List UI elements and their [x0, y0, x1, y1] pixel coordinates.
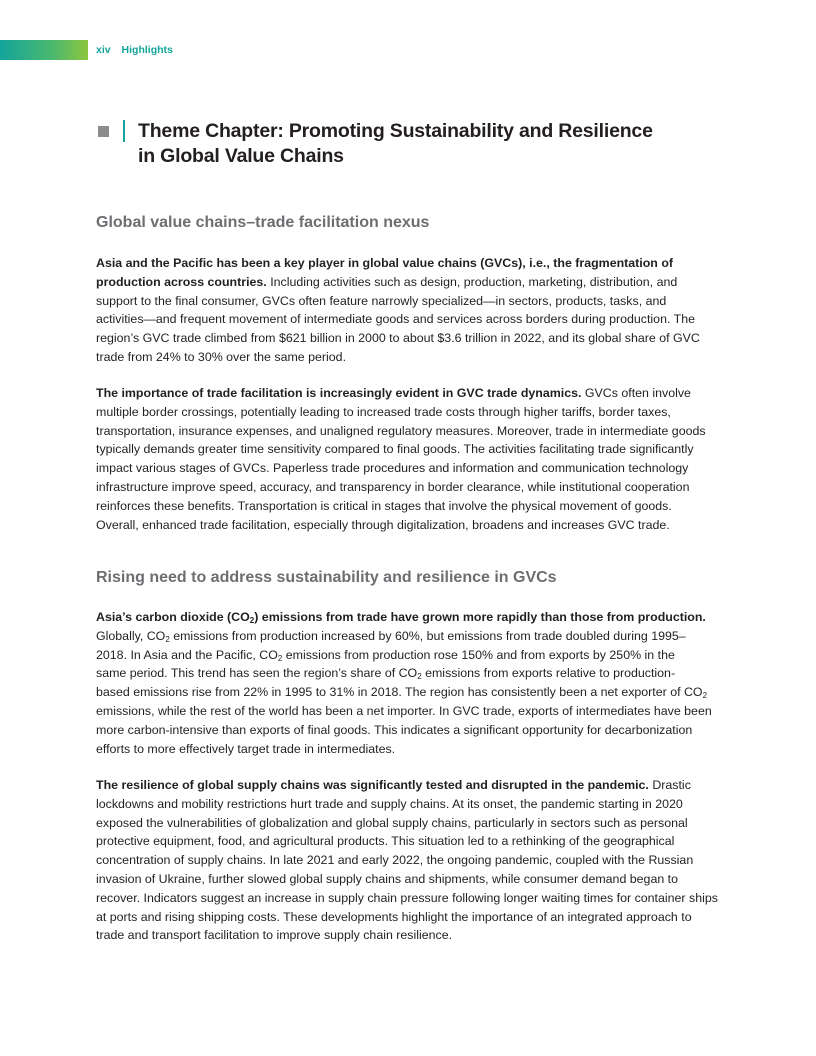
body-text: emissions, while the rest of the world has been a net importer. In GVC trade, exports of intermediates have been — [96, 703, 712, 718]
body-text: Including activities such as design, production, marketing, distribution, and — [266, 274, 678, 289]
section-heading-sustainability: Rising need to address sustainability and resilience in GVCs — [96, 569, 557, 586]
body-text: trade from 24% to 30% over the same period. — [96, 349, 347, 364]
lead-sentence: Asia and the Pacific has been a key player in global value chains (GVCs), i.e., the fragmentation of — [96, 256, 674, 270]
body-text: GVCs often involve — [581, 386, 691, 400]
accent-divider — [123, 120, 125, 142]
chapter-title — [138, 119, 736, 169]
body-text: efforts to more effectively target trade in intermediates. — [96, 741, 396, 756]
paragraph-co2-emissions — [96, 608, 724, 758]
body-text: reinforces these benefits. Transportation is critical in stages that involve the physical movement of goods. — [96, 498, 672, 513]
body-text: transportation, insurance expenses, and unaligned regulatory measures. Moreover, trade in intermediate goods — [96, 423, 706, 438]
chapter-title-line-1: Theme Chapter: Promoting Sustainability and Resilience — [138, 120, 653, 142]
section-label: Highlights — [121, 44, 173, 56]
running-head — [96, 44, 173, 56]
body-text: concentration of supply chains. In late 2021 and early 2022, the ongoing pandemic, coupled with the Russian — [96, 853, 694, 868]
body-text: Globally, $CO_2$ emissions from production increased by 60%, but emissions from trade doubled during 1995– — [96, 628, 686, 644]
body-text: based emissions rise from 22% in 1995 to 31% in 2018. The region has consistently been a net exporter of $CO_2$ — [96, 685, 708, 701]
body-text: trade and transport facilitation to improve supply chain resilience. — [96, 928, 453, 943]
section-heading-gvc-nexus: Global value chains–trade facilitation nexus — [96, 214, 430, 231]
body-text: Overall, enhanced trade facilitation, especially through digitalization, broadens and increases GVC trade. — [96, 517, 670, 532]
body-text: exposed the vulnerabilities of globalization and global supply chains, particularly in sectors such as personal — [96, 815, 688, 830]
paragraph-trade-facilitation — [96, 384, 724, 534]
chapter-title-line-2: in Global Value Chains — [138, 145, 344, 167]
body-text: region’s GVC trade climbed from $621 billion in 2000 to about $3.6 trillion in 2022, and its global share of GVC — [96, 331, 700, 346]
body-text: invasion of Ukraine, further slowed global supply chains and shipments, while consumer demand began to — [96, 871, 679, 886]
body-text: recover. Indicators suggest an increase in supply chain pressure following longer waiting times for container ships — [96, 890, 718, 905]
square-bullet-icon — [98, 126, 109, 137]
body-text: infrastructure improve speed, accuracy, and transparency in border clearance, while institutional cooperation — [96, 479, 690, 494]
body-text: same period. This trend has seen the region’s share of $CO_2$ emissions from exports relative to production- — [96, 666, 676, 682]
body-text: at ports and rising shipping costs. These developments highlight the importance of an integrated approach to — [96, 909, 692, 924]
lead-sentence: The resilience of global supply chains was significantly tested and disrupted in the pandemic. — [96, 778, 649, 792]
body-text: protective equipment, food, and agricultural products. This situation led to a rethinking of the geographical — [96, 834, 675, 849]
body-text: lockdowns and mobility restrictions hurt trade and supply chains. At its onset, the pandemic starting in 2020 — [96, 796, 683, 811]
lead-sentence: Asia’s carbon dioxide $(CO_2)$ emissions from trade have grown more rapidly than those from production. — [96, 610, 706, 625]
body-text: 2018. In Asia and the Pacific, $CO_2$ emissions from production rose 150% and from exports by 250% in the — [96, 647, 675, 663]
lead-sentence-cont: production across countries. — [96, 274, 267, 289]
header-color-bar — [0, 40, 88, 60]
body-text: support to the final consumer, GVCs often feature narrowly specialized—in sectors, products, tasks, and — [96, 293, 667, 308]
body-text: impact various stages of GVCs. Paperless trade procedures and information and communication technology — [96, 461, 689, 476]
body-text: activities—and frequent movement of intermediate goods and services across borders during production. The — [96, 312, 695, 327]
lead-sentence: The importance of trade facilitation is increasingly evident in GVC trade dynamics. — [96, 386, 582, 400]
paragraph-supply-chain-resilience — [96, 776, 724, 945]
chapter-title-block — [96, 119, 736, 169]
body-text: multiple border crossings, potentially leading to increased trade costs through higher tariffs, border taxes, — [96, 404, 671, 419]
paragraph-gvc-player — [96, 254, 724, 367]
page-number: xiv — [96, 44, 111, 56]
body-text: more carbon-intensive than exports of final goods. This indicates a significant opportunity for decarbonization — [96, 722, 693, 737]
body-text: Drastic — [648, 778, 691, 792]
body-text: typically demands greater time sensitivity compared to final goods. The activities facilitating trade significantly — [96, 442, 694, 457]
